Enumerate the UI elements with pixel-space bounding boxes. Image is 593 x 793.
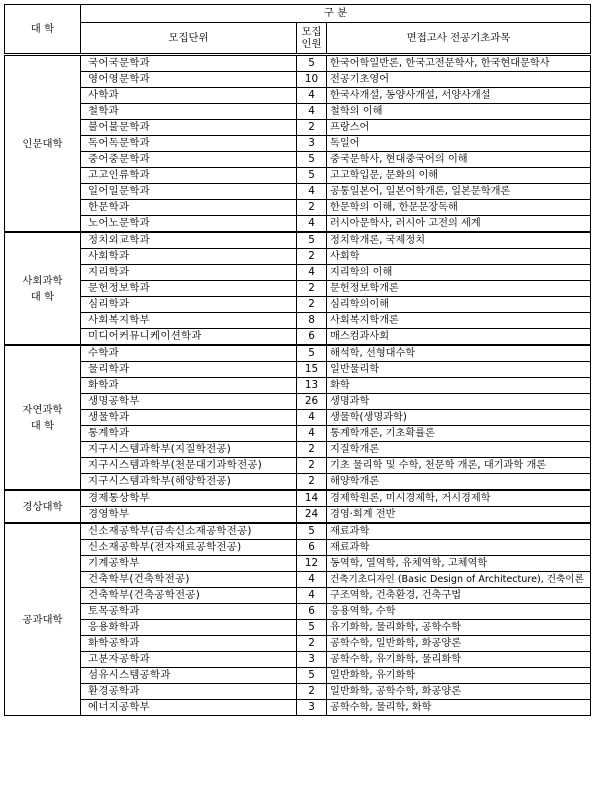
recruit-unit: 사회복지학부 — [81, 313, 297, 329]
interview-subjects: 통계학개론, 기초확률론 — [327, 426, 591, 442]
recruit-unit: 경제통상학부 — [81, 490, 297, 507]
interview-subjects: 해양학개론 — [327, 474, 591, 491]
interview-subjects: 매스컴과사회 — [327, 329, 591, 346]
interview-subjects: 구조역학, 건축환경, 건축구법 — [327, 588, 591, 604]
interview-subjects: 지리학의 이해 — [327, 265, 591, 281]
table-row — [5, 523, 591, 540]
recruit-unit: 에너지공학부 — [81, 700, 297, 716]
interview-subjects: 화학 — [327, 378, 591, 394]
recruit-unit: 국어국문학과 — [81, 55, 297, 72]
table-row — [5, 507, 591, 524]
interview-subjects: 사회복지학개론 — [327, 313, 591, 329]
recruit-count: 5 — [297, 620, 327, 636]
interview-subjects: 전공기초영어 — [327, 72, 591, 88]
table-row — [5, 604, 591, 620]
table-row — [5, 636, 591, 652]
recruit-unit: 철학과 — [81, 104, 297, 120]
recruit-count: 8 — [297, 313, 327, 329]
interview-subjects: 동역학, 열역학, 유체역학, 고체역학 — [327, 556, 591, 572]
interview-subjects: 일반화학, 공학수학, 화공양론 — [327, 684, 591, 700]
recruit-unit: 토목공학과 — [81, 604, 297, 620]
interview-subjects: 한국사개설, 동양사개설, 서양사개설 — [327, 88, 591, 104]
recruit-count: 4 — [297, 184, 327, 200]
admissions-table — [4, 4, 591, 716]
recruit-count: 24 — [297, 507, 327, 524]
interview-subjects: 독일어 — [327, 136, 591, 152]
recruit-count: 5 — [297, 668, 327, 684]
recruit-unit: 지구시스템과학부(해양학전공) — [81, 474, 297, 491]
table-row — [5, 120, 591, 136]
recruit-unit: 사학과 — [81, 88, 297, 104]
table-row — [5, 184, 591, 200]
recruit-count: 4 — [297, 426, 327, 442]
recruit-unit: 노어노문학과 — [81, 216, 297, 233]
recruit-unit: 중어중문학과 — [81, 152, 297, 168]
interview-subjects: 기초 물리학 및 수학, 천문학 개론, 대기과학 개론 — [327, 458, 591, 474]
table-row — [5, 442, 591, 458]
interview-subjects: 경제학원론, 미시경제학, 거시경제학 — [327, 490, 591, 507]
recruit-count: 2 — [297, 120, 327, 136]
recruit-count: 13 — [297, 378, 327, 394]
interview-subjects: 생물학(생명과학) — [327, 410, 591, 426]
recruit-unit: 건축학부(건축학전공) — [81, 572, 297, 588]
recruit-count: 12 — [297, 556, 327, 572]
table-row — [5, 232, 591, 249]
recruit-unit: 물리학과 — [81, 362, 297, 378]
table-row — [5, 281, 591, 297]
header-college: 대 학 — [5, 5, 81, 55]
recruit-unit: 생물학과 — [81, 410, 297, 426]
header-division: 구 분 — [81, 5, 591, 23]
recruit-unit: 응용화학과 — [81, 620, 297, 636]
table-row — [5, 652, 591, 668]
recruit-count: 2 — [297, 636, 327, 652]
table-row — [5, 620, 591, 636]
interview-subjects: 일반화학, 유기화학 — [327, 668, 591, 684]
recruit-count: 2 — [297, 297, 327, 313]
table-row — [5, 490, 591, 507]
recruit-count: 10 — [297, 72, 327, 88]
recruit-count: 3 — [297, 700, 327, 716]
header-subjects: 면접고사 전공기초과목 — [327, 23, 591, 55]
table-row — [5, 426, 591, 442]
interview-subjects: 공학수학, 일반화학, 화공양론 — [327, 636, 591, 652]
table-row — [5, 394, 591, 410]
table-row — [5, 588, 591, 604]
interview-subjects: 공학수학, 물리학, 화학 — [327, 700, 591, 716]
recruit-count: 4 — [297, 588, 327, 604]
table-row — [5, 329, 591, 346]
recruit-count: 26 — [297, 394, 327, 410]
recruit-count: 4 — [297, 410, 327, 426]
recruit-unit: 화학과 — [81, 378, 297, 394]
recruit-unit: 지구시스템과학부(지질학전공) — [81, 442, 297, 458]
recruit-count: 6 — [297, 540, 327, 556]
interview-subjects: 문헌정보학개론 — [327, 281, 591, 297]
recruit-unit: 영어영문학과 — [81, 72, 297, 88]
recruit-unit: 일어일문학과 — [81, 184, 297, 200]
college-name: 자연과학 대 학 — [5, 345, 81, 490]
table-row — [5, 540, 591, 556]
recruit-unit: 화학공학과 — [81, 636, 297, 652]
table-row — [5, 72, 591, 88]
recruit-count: 4 — [297, 88, 327, 104]
table-row — [5, 265, 591, 281]
interview-subjects: 러시아문학사, 러시아 고전의 세계 — [327, 216, 591, 233]
interview-subjects: 생명과학 — [327, 394, 591, 410]
recruit-unit: 불어불문학과 — [81, 120, 297, 136]
recruit-count: 4 — [297, 216, 327, 233]
recruit-unit: 건축학부(건축공학전공) — [81, 588, 297, 604]
recruit-unit: 미디어커뮤니케이션학과 — [81, 329, 297, 346]
recruit-count: 6 — [297, 604, 327, 620]
table-row — [5, 168, 591, 184]
recruit-count: 5 — [297, 55, 327, 72]
table-row — [5, 136, 591, 152]
recruit-unit: 정치외교학과 — [81, 232, 297, 249]
recruit-unit: 고고인류학과 — [81, 168, 297, 184]
table-row — [5, 458, 591, 474]
recruit-count: 5 — [297, 168, 327, 184]
recruit-count: 5 — [297, 232, 327, 249]
interview-subjects: 사회학 — [327, 249, 591, 265]
interview-subjects: 프랑스어 — [327, 120, 591, 136]
recruit-unit: 문헌정보학과 — [81, 281, 297, 297]
header-count: 모집 인원 — [297, 23, 327, 55]
table-row — [5, 55, 591, 72]
interview-subjects: 일반물리학 — [327, 362, 591, 378]
recruit-count: 5 — [297, 152, 327, 168]
table-row — [5, 572, 591, 588]
table-row — [5, 668, 591, 684]
recruit-count: 4 — [297, 572, 327, 588]
recruit-unit: 환경공학과 — [81, 684, 297, 700]
table-row — [5, 216, 591, 233]
recruit-count: 15 — [297, 362, 327, 378]
table-row — [5, 313, 591, 329]
interview-subjects: 지질학개론 — [327, 442, 591, 458]
table-row — [5, 556, 591, 572]
table-row — [5, 249, 591, 265]
interview-subjects: 재료과학 — [327, 523, 591, 540]
table-row — [5, 474, 591, 491]
table-row — [5, 410, 591, 426]
interview-subjects: 중국문학사, 현대중국어의 이해 — [327, 152, 591, 168]
recruit-count: 2 — [297, 281, 327, 297]
table-row — [5, 152, 591, 168]
table-body — [5, 55, 591, 716]
recruit-count: 5 — [297, 523, 327, 540]
table-row — [5, 700, 591, 716]
recruit-count: 5 — [297, 345, 327, 362]
recruit-unit: 경영학부 — [81, 507, 297, 524]
recruit-count: 2 — [297, 684, 327, 700]
recruit-unit: 지구시스템과학부(천문대기과학전공) — [81, 458, 297, 474]
college-name: 인문대학 — [5, 55, 81, 233]
interview-subjects: 철학의 이해 — [327, 104, 591, 120]
table-row — [5, 297, 591, 313]
table-row — [5, 345, 591, 362]
recruit-unit: 심리학과 — [81, 297, 297, 313]
interview-subjects: 응용역학, 수학 — [327, 604, 591, 620]
interview-subjects: 해석학, 선형대수학 — [327, 345, 591, 362]
recruit-count: 3 — [297, 136, 327, 152]
recruit-unit: 신소재공학부(금속신소재공학전공) — [81, 523, 297, 540]
recruit-count: 4 — [297, 265, 327, 281]
college-name: 경상대학 — [5, 490, 81, 523]
recruit-count: 2 — [297, 442, 327, 458]
interview-subjects: 심리학의이해 — [327, 297, 591, 313]
recruit-count: 3 — [297, 652, 327, 668]
recruit-unit: 독어독문학과 — [81, 136, 297, 152]
recruit-count: 2 — [297, 200, 327, 216]
table-row — [5, 362, 591, 378]
interview-subjects: 고고학입문, 문화의 이해 — [327, 168, 591, 184]
interview-subjects: 유기화학, 물리화학, 공학수학 — [327, 620, 591, 636]
recruit-unit: 생명공학부 — [81, 394, 297, 410]
recruit-unit: 신소재공학부(전자재료공학전공) — [81, 540, 297, 556]
interview-subjects: 한문학의 이해, 한문문장독해 — [327, 200, 591, 216]
recruit-unit: 수학과 — [81, 345, 297, 362]
header-unit: 모집단위 — [81, 23, 297, 55]
recruit-unit: 지리학과 — [81, 265, 297, 281]
interview-subjects: 한국어학일반론, 한국고전문학사, 한국현대문학사 — [327, 55, 591, 72]
recruit-count: 6 — [297, 329, 327, 346]
recruit-unit: 기계공학부 — [81, 556, 297, 572]
recruit-count: 2 — [297, 474, 327, 491]
interview-subjects: 건축기초디자인 (Basic Design of Architecture), 건축이론 — [327, 572, 591, 588]
recruit-unit: 고분자공학과 — [81, 652, 297, 668]
recruit-count: 2 — [297, 458, 327, 474]
interview-subjects: 공통일본어, 일본어학개론, 일본문학개론 — [327, 184, 591, 200]
recruit-unit: 한문학과 — [81, 200, 297, 216]
table-row — [5, 684, 591, 700]
recruit-unit: 사회학과 — [81, 249, 297, 265]
recruit-count: 4 — [297, 104, 327, 120]
table-row — [5, 88, 591, 104]
interview-subjects: 정치학개론, 국제정치 — [327, 232, 591, 249]
table-row — [5, 104, 591, 120]
recruit-count: 14 — [297, 490, 327, 507]
interview-subjects: 경영·회계 전반 — [327, 507, 591, 524]
interview-subjects: 공학수학, 유기화학, 물리화학 — [327, 652, 591, 668]
table-row — [5, 378, 591, 394]
table-row — [5, 200, 591, 216]
recruit-unit: 통계학과 — [81, 426, 297, 442]
college-name: 공과대학 — [5, 523, 81, 716]
college-name: 사회과학 대 학 — [5, 232, 81, 345]
recruit-unit: 섬유시스템공학과 — [81, 668, 297, 684]
recruit-count: 2 — [297, 249, 327, 265]
interview-subjects: 재료과학 — [327, 540, 591, 556]
